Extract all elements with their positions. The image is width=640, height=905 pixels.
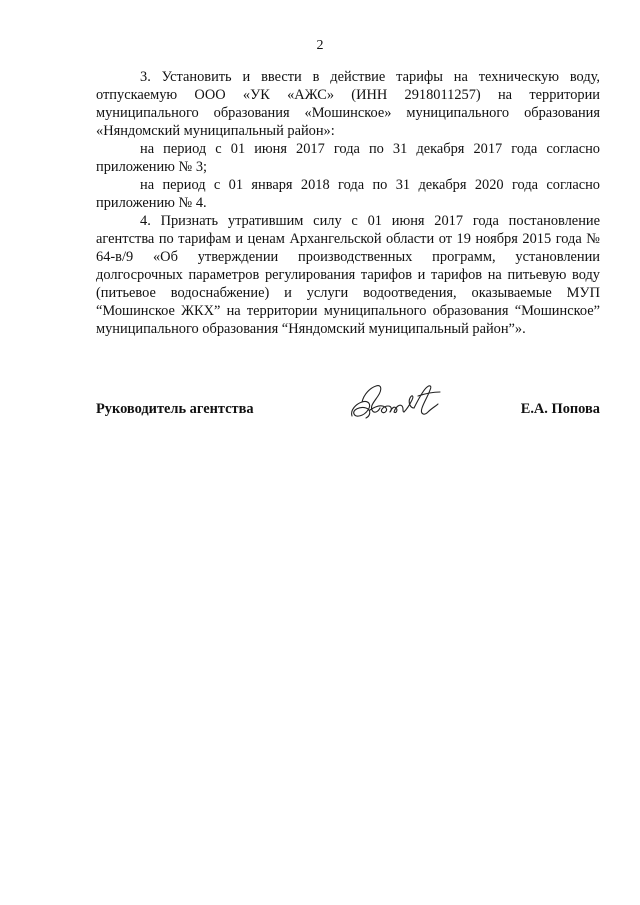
page-number: 2 [316,38,324,53]
paragraph-period-2018-2020: на период с 01 января 2018 года по 31 декабря 2020 года согласно приложению № 4. [96,177,600,211]
document-body [96,68,600,338]
signature-block [96,378,600,428]
handwritten-signature [348,380,444,422]
signatory-title: Руководитель агентства [96,401,254,417]
signatory-name: Е.А. Попова [520,401,600,417]
paragraph-period-2017: на период с 01 июня 2017 года по 31 декабря 2017 года согласно приложению № 3; [96,141,600,175]
paragraph-item-3: 3. Установить и ввести в действие тарифы на техническую воду, отпускаемую ООО «УК «АЖС» (ИНН 2918011257) на территории муниципального образования «Мошинское» муниципального образования «Няндомский муниципальный район»: [96,69,600,139]
paragraph-item-4: 4. Признать утратившим силу с 01 июня 2017 года постановление агентства по тарифам и ценам Архангельской области от 19 ноября 2015 года № 64-в/9 «Об утверждении производственных программ, установлении долгосрочных параметров регулирования тарифов и тарифов на питьевую воду (питьевое водоснабжение) и услуги водоотведения, оказываемые МУП “Мошинское ЖКХ” на территории муниципального образования “Мошинское” муниципального образования “Няндомский муниципальный район”». [96,213,600,337]
